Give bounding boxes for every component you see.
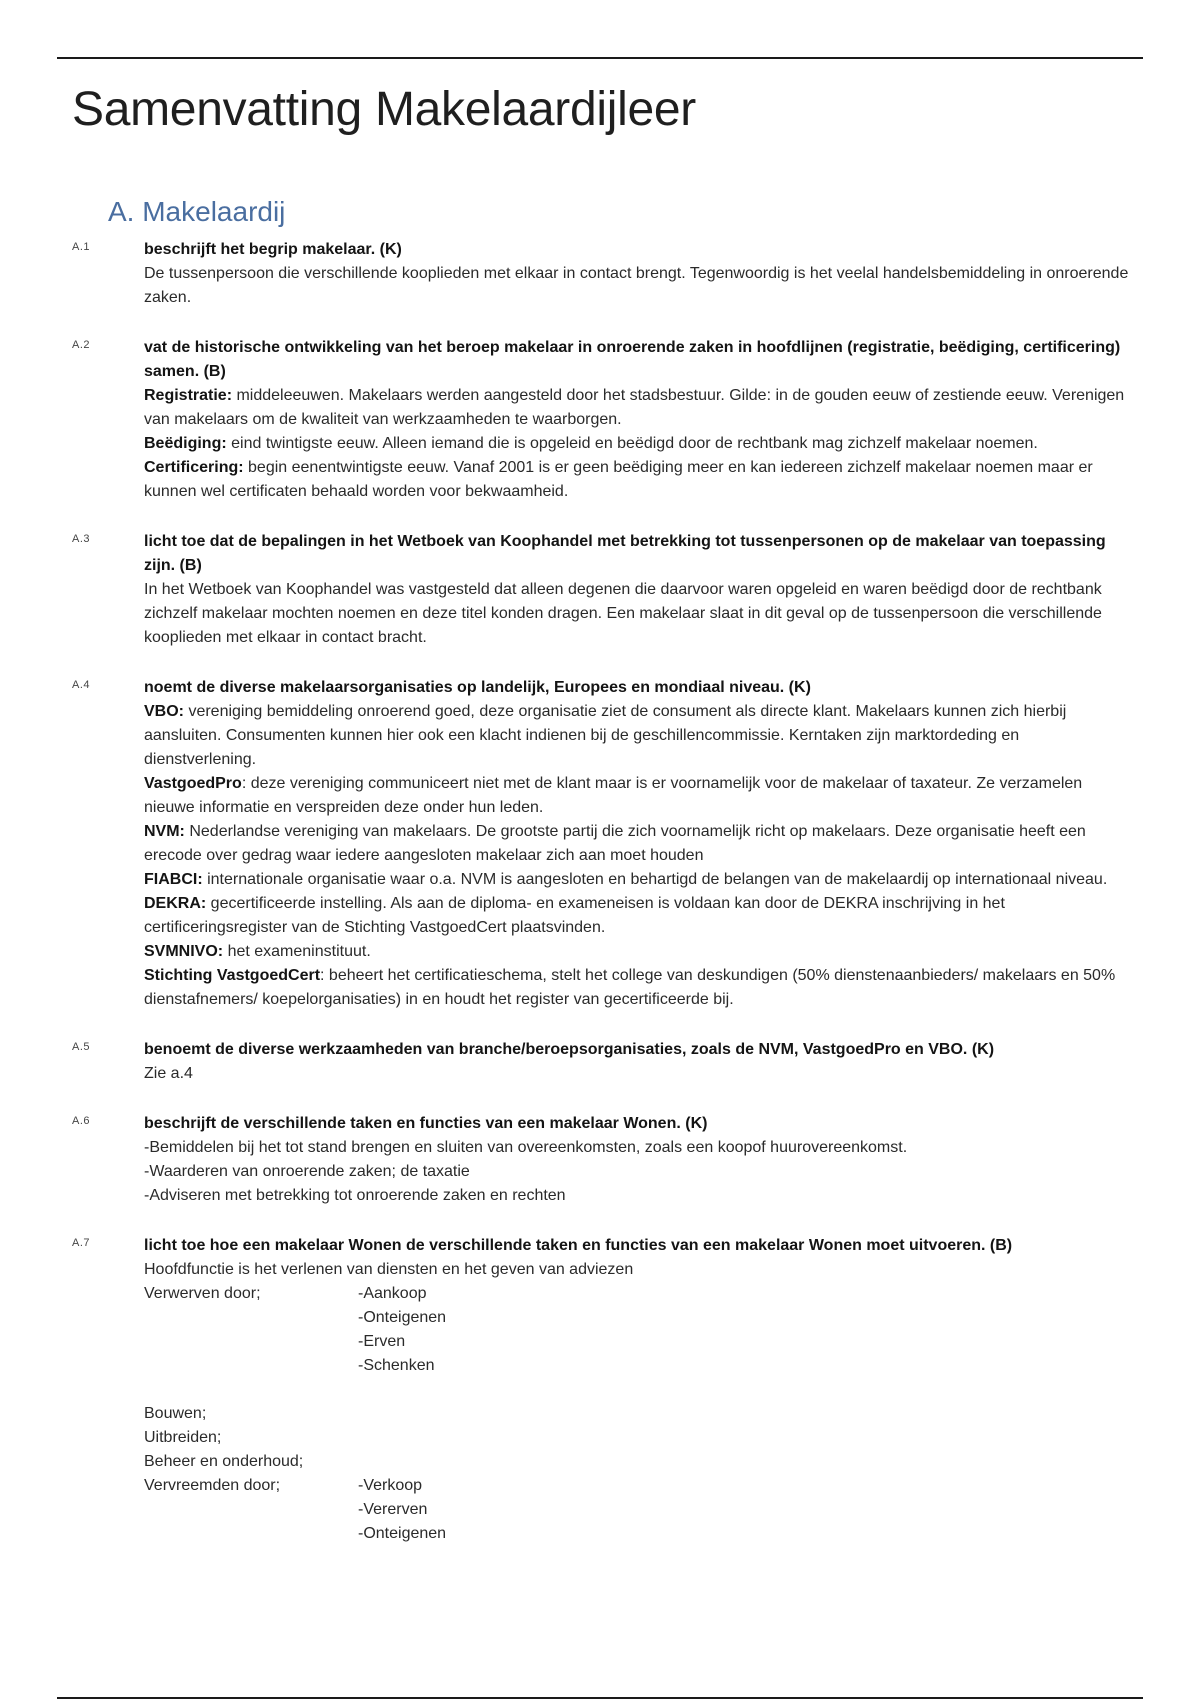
answer-intro: Hoofdfunctie is het verlenen van diensten en het geven van adviezen <box>144 1261 634 1278</box>
item-number: A.2 <box>72 339 91 351</box>
answer-paragraph: Stichting VastgoedCert: beheert het certificatieschema, stelt het college van deskundigen (50% dienstenaanbieders/ makelaars en 50% dienstafnemers/ koepelorganisaties) in en houdt het register van gecertificeerde bij. <box>144 967 1116 1008</box>
item-answer: In het Wetboek van Koophandel was vastgesteld dat alleen degenen die daarvoor waren opgeleid en waren beëdigd door de rechtbank zichzelf makelaar mochten noemen en deze titel konden dragen. Een makelaar slaat in dit geval op de tussenpersoon die verschillende kooplieden met elkaar in contact bracht. <box>144 581 1102 646</box>
vervreemden-item: -Onteigenen <box>358 1525 447 1542</box>
answer-paragraph: Beëdiging: eind twintigste eeuw. Alleen iemand die is opgeleid en beëdigd door de rechtbank mag zichzelf makelaar noemen. <box>144 435 1038 452</box>
item-number: A.6 <box>72 1115 91 1127</box>
uitbreiden-line: Uitbreiden; <box>144 1429 222 1446</box>
item-question: beschrijft het begrip makelaar. (K) <box>144 241 402 258</box>
verwerven-item: -Onteigenen <box>358 1309 447 1326</box>
item-number: A.5 <box>72 1041 91 1053</box>
vervreemden-label: Vervreemden door; <box>144 1477 281 1494</box>
item-answer: De tussenpersoon die verschillende kooplieden met elkaar in contact brengt. Tegenwoordig is het veelal handelsbemiddeling in onroerende zaken. <box>144 265 1129 306</box>
item-question: licht toe hoe een makelaar Wonen de verschillende taken en functies van een makelaar Wonen moet uitvoeren. (B) <box>144 1237 1013 1254</box>
term: VastgoedPro <box>144 775 242 792</box>
term: SVMNIVO: <box>144 943 224 960</box>
term: Certificering: <box>144 459 244 476</box>
answer-line: -Waarderen van onroerende zaken; de taxatie <box>144 1163 470 1180</box>
vervreemden-item: -Verkoop <box>358 1477 423 1494</box>
answer-paragraph: Registratie: middeleeuwen. Makelaars werden aangesteld door het stadsbestuur. Gilde: in de gouden eeuw of zestiende eeuw. Verenigen van makelaars om de kwaliteit van werkzaamheden te waarborgen. <box>144 387 1125 428</box>
answer-paragraph: SVMNIVO: het exameninstituut. <box>144 943 371 960</box>
verwerven-label: Verwerven door; <box>144 1285 261 1302</box>
item-question: licht toe dat de bepalingen in het Wetboek van Koophandel met betrekking tot tussenpersonen op de makelaar van toepassing zijn. (B) <box>144 533 1106 574</box>
section-heading: A. Makelaardij <box>108 196 286 227</box>
item-question: benoemt de diverse werkzaamheden van branche/beroepsorganisaties, zoals de NVM, VastgoedPro en VBO. (K) <box>144 1041 995 1058</box>
verwerven-item: -Aankoop <box>358 1285 427 1302</box>
item-number: A.1 <box>72 241 91 253</box>
item-number: A.3 <box>72 533 91 545</box>
vervreemden-item: -Vererven <box>358 1501 428 1518</box>
term: VBO: <box>144 703 184 720</box>
document-title: Samenvatting Makelaardijleer <box>72 83 696 136</box>
term: Stichting VastgoedCert <box>144 967 321 984</box>
term: Beëdiging: <box>144 435 227 452</box>
verwerven-group <box>144 1282 1134 1378</box>
answer-paragraph: DEKRA: gecertificeerde instelling. Als aan de diploma- en exameneisen is voldaan kan door de DEKRA inschrijving in het certificeringsregister van de Stichting VastgoedCert plaatsvinden. <box>144 895 1005 936</box>
beheer-line: Beheer en onderhoud; <box>144 1453 304 1470</box>
term: Registratie: <box>144 387 233 404</box>
answer-line: -Bemiddelen bij het tot stand brengen en sluiten van overeenkomsten, zoals een koopof huurovereenkomst. <box>144 1139 908 1156</box>
verwerven-item: -Erven <box>358 1333 406 1350</box>
item-number: A.7 <box>72 1237 91 1249</box>
item-question: beschrijft de verschillende taken en functies van een makelaar Wonen. (K) <box>144 1115 708 1132</box>
answer-paragraph: NVM: Nederlandse vereniging van makelaars. De grootste partij die zich voornamelijk richt op makelaars. Deze organisatie heeft een erecode over gedrag waar iedere aangesloten makelaar zich aan moet houden <box>144 823 1086 864</box>
item-question: noemt de diverse makelaarsorganisaties op landelijk, Europees en mondiaal niveau. (K) <box>144 679 811 696</box>
verwerven-item: -Schenken <box>358 1357 435 1374</box>
answer-paragraph: Certificering: begin eenentwintigste eeuw. Vanaf 2001 is er geen beëdiging meer en kan iedereen zichzelf makelaar noemen maar er kunnen wel certificaten behaald worden voor bekwaamheid. <box>144 459 1093 500</box>
item-a4 <box>0 676 1200 1012</box>
top-rule <box>57 57 1143 59</box>
answer-line: -Adviseren met betrekking tot onroerende zaken en rechten <box>144 1187 566 1204</box>
bottom-rule <box>57 1697 1143 1699</box>
document-content <box>0 238 1200 1572</box>
term: DEKRA: <box>144 895 207 912</box>
item-answer: Zie a.4 <box>144 1065 193 1082</box>
item-a5 <box>0 1038 1200 1086</box>
item-question: vat de historische ontwikkeling van het beroep makelaar in onroerende zaken in hoofdlijnen (registratie, beëdiging, certificering) samen. (B) <box>144 339 1121 380</box>
answer-paragraph: FIABCI: internationale organisatie waar o.a. NVM is aangesloten en behartigd de belangen van de makelaardij op internationaal niveau. <box>144 871 1108 888</box>
answer-paragraph: VBO: vereniging bemiddeling onroerend goed, deze organisatie ziet de consument als directe klant. Makelaars kunnen zich hierbij aansluiten. Consumenten kunnen hier ook een klacht indienen bij de geschillencommissie. Kerntaken zijn marktordeding en dienstverlening. <box>144 703 1067 768</box>
item-a3 <box>0 530 1200 650</box>
item-a2 <box>0 336 1200 504</box>
bouwen-line: Bouwen; <box>144 1405 207 1422</box>
vervreemden-group <box>144 1474 1134 1546</box>
answer-paragraph: VastgoedPro: deze vereniging communiceert niet met de klant maar is er voornamelijk voor de makelaar of taxateur. Ze verzamelen nieuwe informatie en verspreiden deze onder hun leden. <box>144 775 1083 816</box>
term: FIABCI: <box>144 871 203 888</box>
term: NVM: <box>144 823 185 840</box>
item-a7 <box>0 1234 1200 1546</box>
item-a1 <box>0 238 1200 310</box>
item-number: A.4 <box>72 679 91 691</box>
item-a6 <box>0 1112 1200 1208</box>
